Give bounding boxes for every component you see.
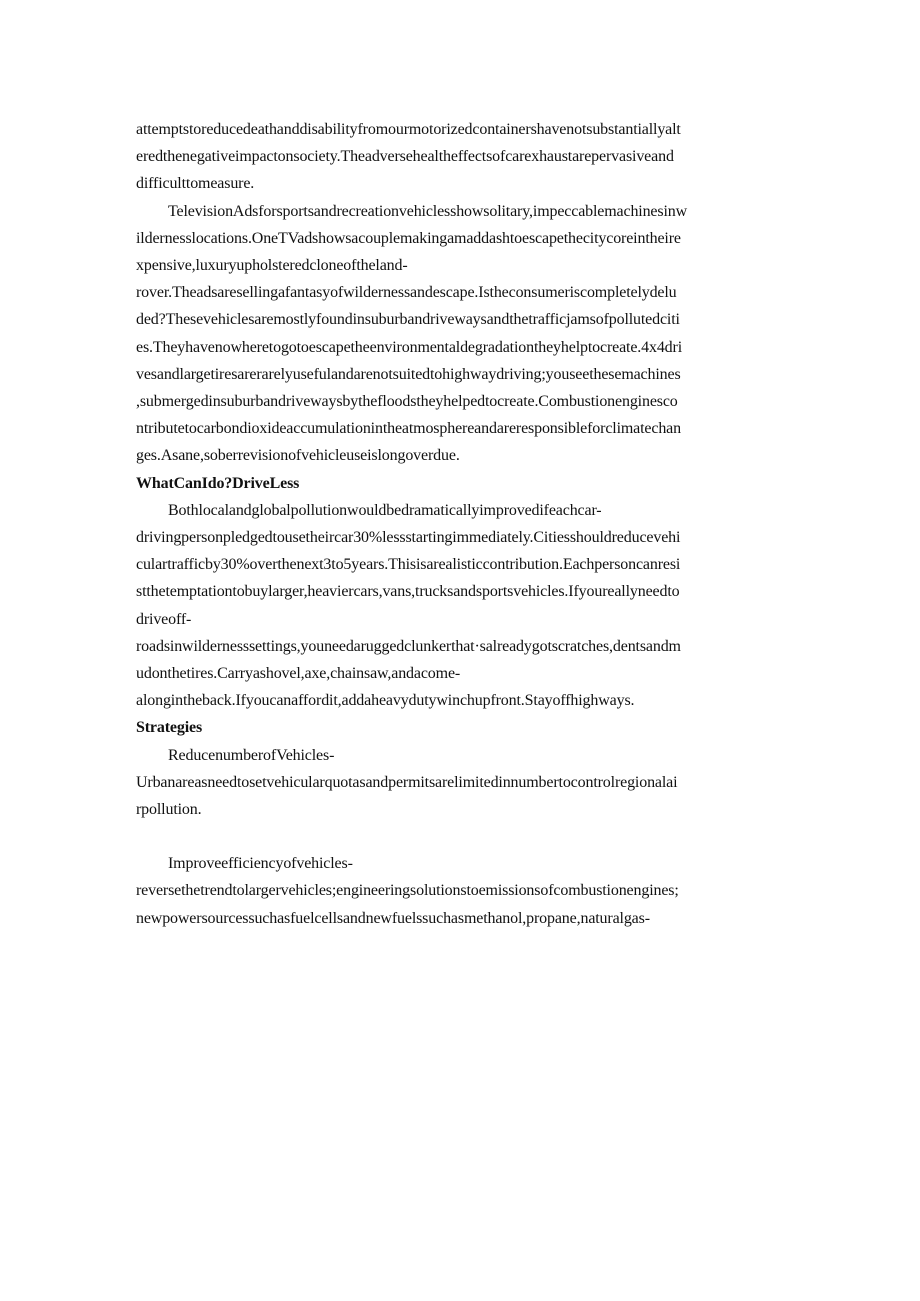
text-line: vesandlargetiresarerarelyusefulandarenotsuitedtohighwaydriving;youseethesemachines <box>136 365 681 383</box>
text-line: rpollution. <box>136 801 202 819</box>
paragraph-car-exhaust <box>136 116 786 198</box>
text-line: newpowersourcessuchasfuelcellsandnewfuelssuchasmethanol,propane,naturalgas- <box>136 909 650 927</box>
text-line: Urbanareasneedtosetvehicularquotasandpermitsarelimitedinnumbertocontrolregionalai <box>136 773 678 791</box>
section-heading-strategies: Strategies <box>136 719 203 737</box>
paragraph-drive-less <box>136 497 786 715</box>
text-line: ildernesslocations.OneTVadshowsacouplemakingamaddashtoescapethecitycoreintheire <box>136 229 681 247</box>
text-line: reversethetrendtolargervehicles;engineeringsolutionstoemissionsofcombustionengines; <box>136 882 679 900</box>
text-line: ded?Thesevehiclesaremostlyfoundinsuburbandrivewaysandthetrafficjamsofpollutedciti <box>136 311 680 329</box>
text-line: ges.Asane,soberrevisionofvehicleuseislongoverdue. <box>136 447 460 465</box>
text-line: driveoff- <box>136 610 192 628</box>
text-line: TelevisionAdsforsportsandrecreationvehiclesshowsolitary,impeccablemachinesinw <box>168 202 688 220</box>
text-line: stthetemptationtobuylarger,heaviercars,vans,trucksandsportsvehicles.Ifyoureallyneedto <box>136 583 680 601</box>
section-heading-drive-less: WhatCanIdo?DriveLess <box>136 474 300 492</box>
paragraph-reduce-vehicles <box>136 742 786 824</box>
text-line: eredthenegativeimpactonsociety.Theadversehealtheffectsofcarexhaustarepervasiveand <box>136 148 674 166</box>
text-line: rover.Theadsaresellingafantasyofwildernessandescape.Istheconsumeriscompletelydelu <box>136 284 677 302</box>
text-line: alongintheback.Ifyoucanaffordit,addaheavydutywinchupfront.Stayoffhighways. <box>136 692 635 710</box>
text-line: drivingpersonpledgedtousetheircar30%lessstartingimmediately.Citiesshouldreducevehi <box>136 529 681 547</box>
text-line: es.Theyhavenowheretogotoescapetheenvironmentaldegradationtheyhelptocreate.4x4dri <box>136 338 682 356</box>
text-line: xpensive,luxuryupholsteredcloneoftheland- <box>136 257 408 275</box>
text-line: difficulttomeasure. <box>136 175 255 193</box>
text-line: ,submergedinsuburbandrivewaysbythefloodstheyhelpedtocreate.Combustionenginesco <box>136 393 678 411</box>
document-body <box>136 116 786 932</box>
text-line: Improveefficiencyofvehicles- <box>168 855 353 873</box>
text-line: udonthetires.Carryashovel,axe,chainsaw,andacome- <box>136 665 461 683</box>
text-line: attemptstoreducedeathanddisabilityfromourmotorizedcontainershavenotsubstantiallyalt <box>136 121 681 138</box>
text-line: Bothlocalandglobalpollutionwouldbedramaticallyimprovedifeachcar- <box>168 501 602 519</box>
text-line: ReducenumberofVehicles- <box>168 746 335 764</box>
paragraph-improve-efficiency <box>136 850 786 932</box>
text-line: roadsinwildernesssettings,youneedaruggedclunkerthat·salreadygotscratches,dentsandm <box>136 637 681 655</box>
paragraph-tv-ads <box>136 198 786 470</box>
paragraph-spacer <box>136 823 786 850</box>
text-line: culartrafficby30%overthenext3to5years.Thisisarealisticcontribution.Eachpersoncanresi <box>136 556 681 574</box>
text-line: ntributetocarbondioxideaccumulationintheatmosphereandareresponsibleforclimatechan <box>136 420 681 438</box>
